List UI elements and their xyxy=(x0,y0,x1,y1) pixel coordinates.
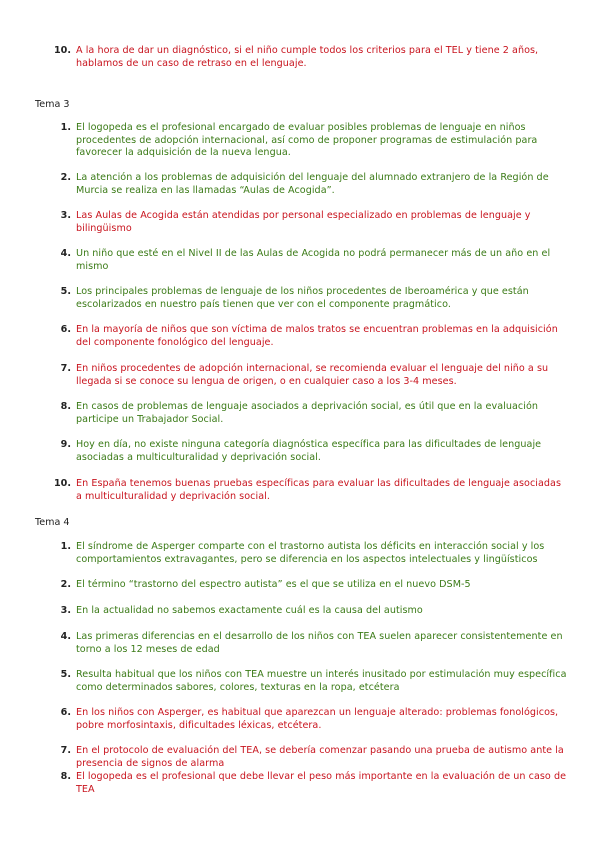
item-number: 7. xyxy=(60,363,71,374)
item-number: 1. xyxy=(60,541,71,552)
list-item xyxy=(50,631,570,656)
item-text: En la mayoría de niños que son víctima de malos tratos se encuentran problemas en la adquisición del componente fonológico del lenguaje. xyxy=(76,324,558,348)
item-text: Las Aulas de Acogida están atendidas por personal especializado en problemas de lenguaje y bilingüismo xyxy=(76,210,531,234)
item-text: Un niño que esté en el Nivel II de las Aulas de Acogida no podrá permanecer más de un año en el mismo xyxy=(76,248,551,272)
item-text: El logopeda es el profesional que debe llevar el peso más importante en la evaluación de un caso de TEA xyxy=(76,771,567,795)
item-text: El logopeda es el profesional encargado de evaluar posibles problemas de lenguaje en niños procedentes de adopción internacional, así como de proponer programas de estimulación para favorecer la adquisición de la nueva lengua. xyxy=(76,122,538,159)
item-text: A la hora de dar un diagnóstico, si el niño cumple todos los criterios para el TEL y tiene 2 años, hablamos de un caso de retraso en el lenguaje. xyxy=(76,45,539,69)
list-item xyxy=(50,363,570,388)
list-item xyxy=(50,439,570,464)
list-item xyxy=(50,324,570,349)
item-text: En los niños con Asperger, es habitual que aparezcan un lenguaje alterado: problemas fonológicos, pobre morfosintaxis, dificultades léxicas, etcétera. xyxy=(76,707,559,731)
list-item xyxy=(50,745,570,770)
item-number: 10. xyxy=(54,45,71,56)
item-text: La atención a los problemas de adquisición del lenguaje del alumnado extranjero de la Región de Murcia se realiza en las llamadas “Aulas de Acogida”. xyxy=(76,172,549,196)
item-number: 4. xyxy=(60,248,71,259)
section-heading-tema-4: Tema 4 xyxy=(35,517,70,528)
list-item xyxy=(50,579,570,592)
list-item xyxy=(50,707,570,732)
list-item xyxy=(50,605,570,618)
list-item xyxy=(50,669,570,694)
item-number: 9. xyxy=(60,439,71,450)
item-text: En casos de problemas de lenguaje asociados a deprivación social, es útil que en la evaluación participe un Trabajador Social. xyxy=(76,401,539,425)
item-number: 4. xyxy=(60,631,71,642)
section-heading-tema-3: Tema 3 xyxy=(35,99,70,110)
item-text: En niños procedentes de adopción internacional, se recomienda evaluar el lenguaje del niño a su llegada si se conoce su lengua de origen, o en cualquier caso a los 3-4 meses. xyxy=(76,363,549,387)
list-item xyxy=(50,541,570,566)
item-number: 8. xyxy=(60,771,71,782)
item-text: Los principales problemas de lenguaje de los niños procedentes de Iberoamérica y que están escolarizados en nuestro país tienen que ver con el componente pragmático. xyxy=(76,286,529,310)
list-item xyxy=(50,210,570,235)
item-number: 1. xyxy=(60,122,71,133)
list-item xyxy=(50,122,570,160)
item-number: 5. xyxy=(60,669,71,680)
item-text: Resulta habitual que los niños con TEA muestre un interés inusitado por estimulación muy específica como determinados sabores, colores, texturas en la ropa, etcétera xyxy=(76,669,567,693)
item-number: 8. xyxy=(60,401,71,412)
list-item xyxy=(50,771,570,796)
list-item xyxy=(50,286,570,311)
list-item xyxy=(50,45,570,70)
item-number: 6. xyxy=(60,324,71,335)
item-text: En la actualidad no sabemos exactamente cuál es la causa del autismo xyxy=(76,605,423,616)
list-item xyxy=(50,478,570,503)
item-text: En España tenemos buenas pruebas específicas para evaluar las dificultades de lenguaje asociadas a multiculturalidad y deprivación social. xyxy=(76,478,562,502)
item-text: Hoy en día, no existe ninguna categoría diagnóstica específica para las dificultades de lenguaje asociadas a multiculturalidad y deprivación social. xyxy=(76,439,542,463)
item-text: El término “trastorno del espectro autista” es el que se utiliza en el nuevo DSM-5 xyxy=(76,579,471,590)
list-item xyxy=(50,248,570,273)
list-item xyxy=(50,172,570,197)
item-number: 3. xyxy=(60,210,71,221)
item-number: 3. xyxy=(60,605,71,616)
item-number: 2. xyxy=(60,172,71,183)
item-number: 6. xyxy=(60,707,71,718)
item-text: En el protocolo de evaluación del TEA, se debería comenzar pasando una prueba de autismo ante la presencia de signos de alarma xyxy=(76,745,564,769)
item-number: 5. xyxy=(60,286,71,297)
item-number: 2. xyxy=(60,579,71,590)
item-text: El síndrome de Asperger comparte con el trastorno autista los déficits en interacción social y los comportamientos extravagantes, pero se diferencia en los aspectos intelectuales y lingüísticos xyxy=(76,541,545,565)
item-number: 7. xyxy=(60,745,71,756)
item-number: 10. xyxy=(54,478,71,489)
item-text: Las primeras diferencias en el desarrollo de los niños con TEA suelen aparecer consistentemente en torno a los 12 meses de edad xyxy=(76,631,563,655)
list-item xyxy=(50,401,570,426)
